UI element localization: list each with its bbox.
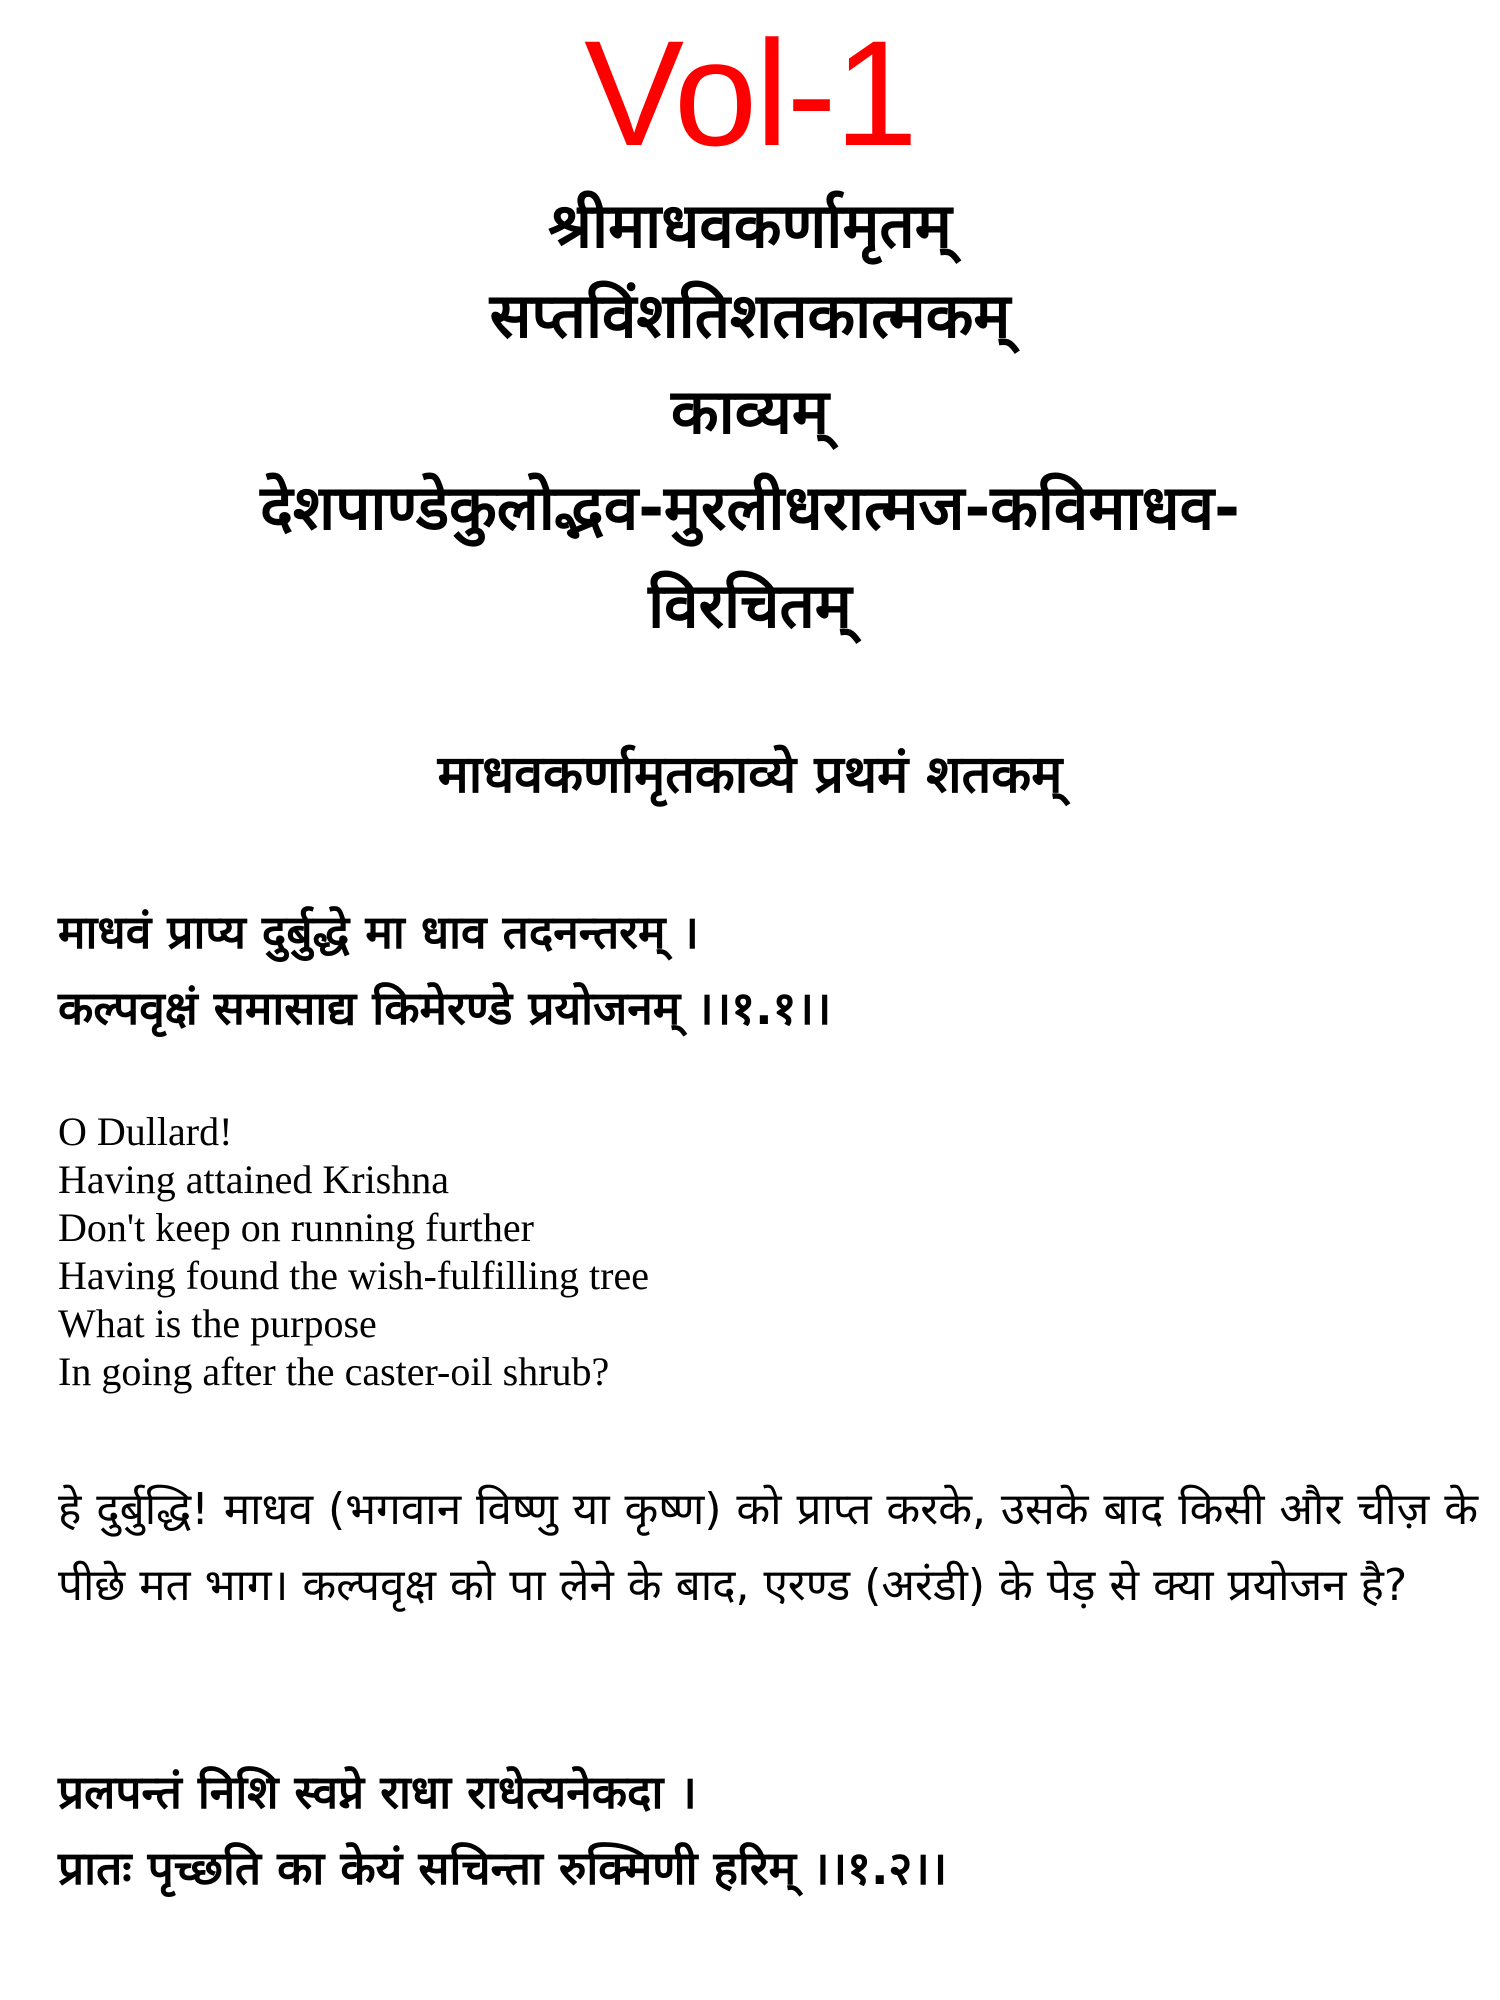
- verse-1-line-1: माधवं प्राप्य दुर्बुद्धे मा धाव तदनन्तरम् ।: [58, 905, 699, 959]
- english-translation: [58, 1108, 1158, 1396]
- english-line: Having found the wish-fulfilling tree: [58, 1253, 649, 1298]
- english-line: O Dullard!: [58, 1109, 233, 1154]
- verse-2-line-1: प्रलपन्तं निशि स्वप्ने राधा राधेत्यनेकदा ।: [58, 1765, 697, 1819]
- volume-label: Vol-1: [584, 9, 916, 177]
- verse-1-line-2: कल्पवृक्षं समासाद्य किमेरण्डे प्रयोजनम् ।।१.१।।: [58, 981, 832, 1035]
- verse-2-line-2: प्रातः पृच्छति का केयं सचिन्ता रुक्मिणी हरिम् ।।१.२।।: [58, 1841, 948, 1895]
- english-line: Don't keep on running further: [58, 1205, 534, 1250]
- title-line-5: विरचितम्: [648, 569, 852, 642]
- title-line-2: सप्तविंशतिशतकात्मकम्: [489, 279, 1011, 352]
- section-heading: माधवकर्णामृतकाव्ये प्रथमं शतकम्: [437, 745, 1063, 805]
- hindi-translation: हे दुर्बुद्धि! माधव (भगवान विष्णु या कृष्ण) को प्राप्त करके, उसके बाद किसी और चीज़ के पीछे मत भाग। कल्पवृक्ष को पा लेने के बाद, एरण्ड (अरंडी) के पेड़ से क्या प्रयोजन है?: [58, 1484, 1478, 1611]
- english-line: Having attained Krishna: [58, 1157, 449, 1202]
- english-line: What is the purpose: [58, 1301, 377, 1346]
- title-line-1: श्रीमाधवकर्णामृतम्: [548, 189, 952, 262]
- title-line-4: देशपाण्डेकुलोद्भव-मुरलीधरात्मज-कविमाधव-: [260, 471, 1240, 544]
- english-line: In going after the caster-oil shrub?: [58, 1349, 610, 1394]
- title-line-3: काव्यम्: [671, 375, 829, 448]
